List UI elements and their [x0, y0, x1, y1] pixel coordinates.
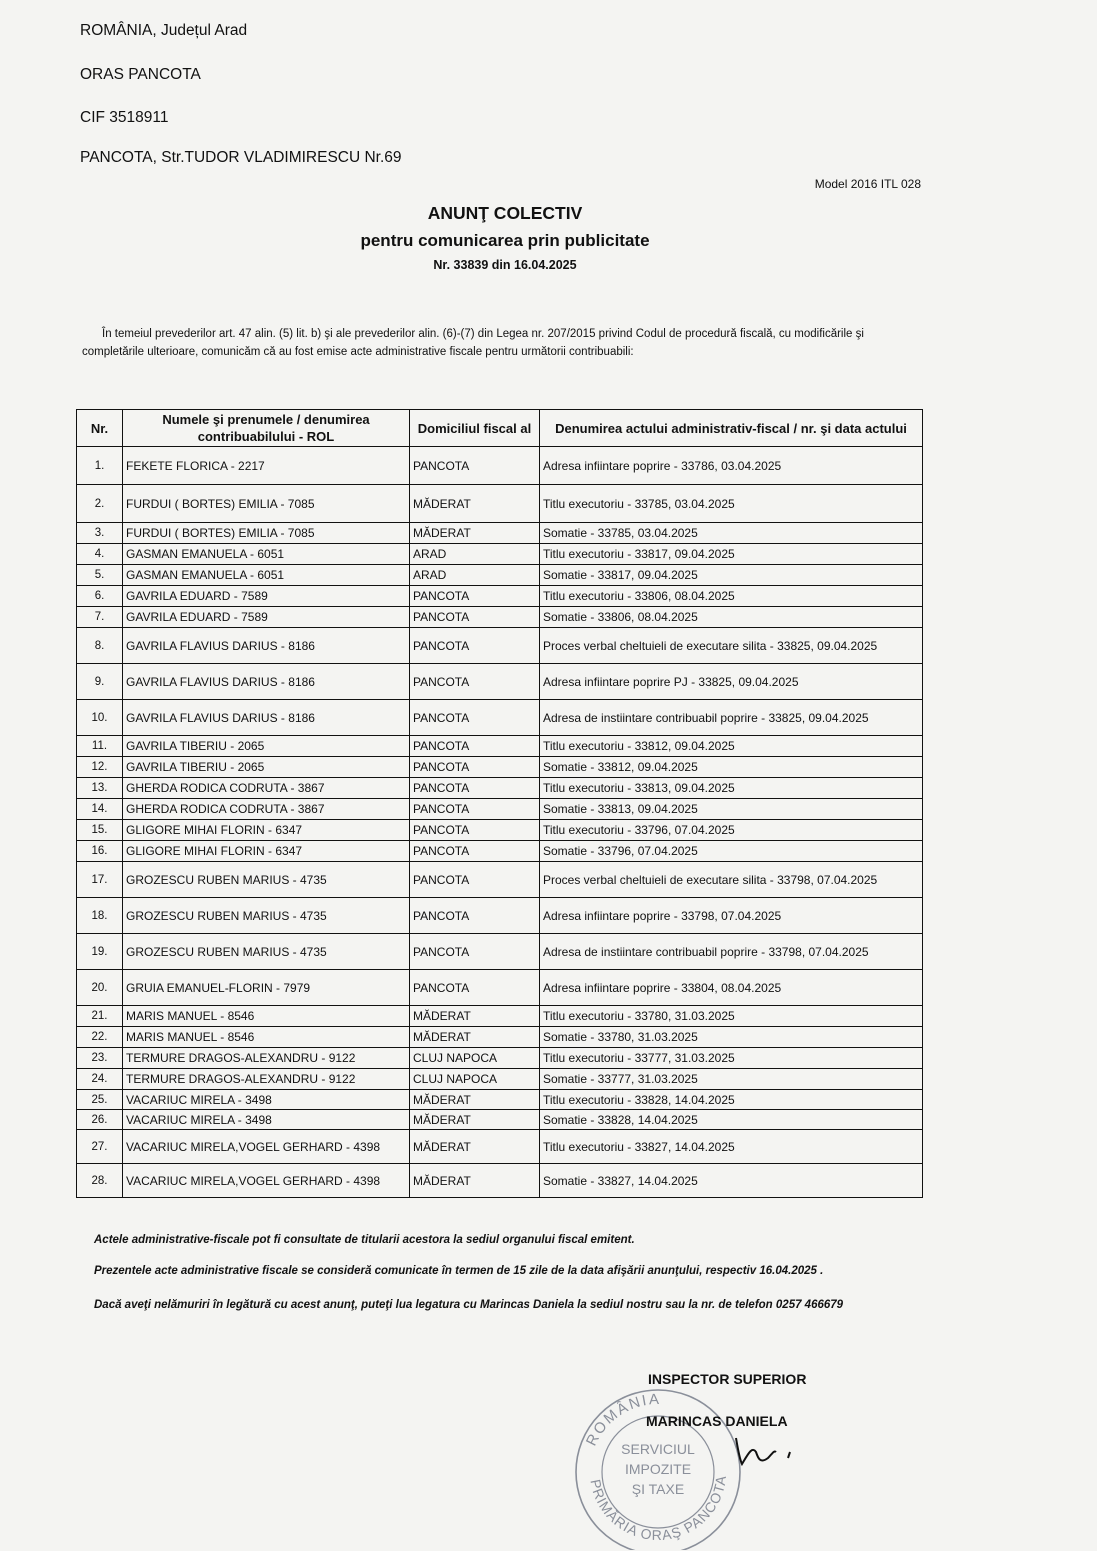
cell-domicile: MĂDERAT — [410, 485, 540, 523]
cell-act: Adresa infiintare poprire - 33798, 07.04.2025 — [540, 898, 923, 934]
table-row — [77, 1006, 923, 1027]
cell-domicile: PANCOTA — [410, 898, 540, 934]
issuer-country: ROMÂNIA, Județul Arad — [80, 22, 248, 39]
stamp-inner-3: ŞI TAXE — [631, 1481, 685, 1497]
table-row — [77, 523, 923, 544]
cell-name: GLIGORE MIHAI FLORIN - 6347 — [123, 841, 410, 862]
intro-paragraph: În temeiul prevederilor art. 47 alin. (5) lit. b) şi ale prevederilor alin. (6)-(7) din Legea nr. 207/2015 privind Codul de procedură fiscală, cu modificările şi completările ulterioare, comunicăm că au fost emise acte administrative fiscale pentru următorii contribuabili: — [82, 328, 864, 358]
cell-domicile: PANCOTA — [410, 820, 540, 841]
cell-name: GAVRILA EDUARD - 7589 — [123, 586, 410, 607]
cell-domicile: MĂDERAT — [410, 1006, 540, 1027]
cell-act: Adresa infiintare poprire - 33804, 08.04.2025 — [540, 970, 923, 1006]
cell-name: MARIS MANUEL - 8546 — [123, 1027, 410, 1048]
cell-nr: 20. — [77, 970, 123, 1006]
cell-domicile: PANCOTA — [410, 607, 540, 628]
cell-domicile: PANCOTA — [410, 862, 540, 898]
stamp-text-bottom: PRIMĂRIA ORAŞ PANCOTA — [587, 1473, 730, 1544]
cell-domicile: CLUJ NAPOCA — [410, 1069, 540, 1090]
table-row — [77, 700, 923, 736]
table-row — [77, 778, 923, 799]
cell-domicile: MĂDERAT — [410, 1110, 540, 1130]
cell-act: Titlu executoriu - 33785, 03.04.2025 — [540, 485, 923, 523]
cell-nr: 3. — [77, 523, 123, 544]
cell-domicile: MĂDERAT — [410, 1027, 540, 1048]
cell-nr: 21. — [77, 1006, 123, 1027]
taxpayers-table — [76, 409, 923, 1198]
cell-nr: 18. — [77, 898, 123, 934]
cell-name: GASMAN EMANUELA - 6051 — [123, 565, 410, 586]
table-row — [77, 1027, 923, 1048]
cell-domicile: PANCOTA — [410, 757, 540, 778]
cell-act: Proces verbal cheltuieli de executare silita - 33825, 09.04.2025 — [540, 628, 923, 664]
cell-domicile: MĂDERAT — [410, 1130, 540, 1164]
cell-act: Titlu executoriu - 33812, 09.04.2025 — [540, 736, 923, 757]
cell-name: GROZESCU RUBEN MARIUS - 4735 — [123, 934, 410, 970]
cell-domicile: PANCOTA — [410, 970, 540, 1006]
cell-nr: 6. — [77, 586, 123, 607]
table-row — [77, 862, 923, 898]
cell-domicile: MĂDERAT — [410, 1090, 540, 1110]
cell-act: Proces verbal cheltuieli de executare silita - 33798, 07.04.2025 — [540, 862, 923, 898]
cell-act: Titlu executoriu - 33813, 09.04.2025 — [540, 778, 923, 799]
header-act: Denumirea actului administrativ-fiscal / nr. şi data actului — [540, 410, 923, 447]
cell-act: Somatie - 33780, 31.03.2025 — [540, 1027, 923, 1048]
cell-domicile: MĂDERAT — [410, 1164, 540, 1198]
cell-nr: 2. — [77, 485, 123, 523]
cell-nr: 5. — [77, 565, 123, 586]
cell-nr: 8. — [77, 628, 123, 664]
cell-domicile: PANCOTA — [410, 586, 540, 607]
signatory-role: INSPECTOR SUPERIOR — [648, 1371, 807, 1387]
cell-nr: 9. — [77, 664, 123, 700]
cell-name: GROZESCU RUBEN MARIUS - 4735 — [123, 862, 410, 898]
cell-name: GHERDA RODICA CODRUTA - 3867 — [123, 778, 410, 799]
cell-name: GROZESCU RUBEN MARIUS - 4735 — [123, 898, 410, 934]
table-row — [77, 934, 923, 970]
cell-act: Somatie - 33785, 03.04.2025 — [540, 523, 923, 544]
table-row — [77, 898, 923, 934]
table-row — [77, 607, 923, 628]
table-row — [77, 757, 923, 778]
cell-name: GAVRILA TIBERIU - 2065 — [123, 757, 410, 778]
cell-name: GAVRILA FLAVIUS DARIUS - 8186 — [123, 700, 410, 736]
cell-nr: 12. — [77, 757, 123, 778]
stamp-inner-2: IMPOZITE — [624, 1461, 692, 1477]
cell-nr: 11. — [77, 736, 123, 757]
cell-act: Somatie - 33796, 07.04.2025 — [540, 841, 923, 862]
cell-act: Titlu executoriu - 33827, 14.04.2025 — [540, 1130, 923, 1164]
document-number: Nr. 33839 din 16.04.2025 — [433, 258, 577, 272]
table-row — [77, 970, 923, 1006]
stamp-text-top: ROMÂNIA — [582, 1390, 662, 1449]
cell-domicile: PANCOTA — [410, 736, 540, 757]
cell-name: VACARIUC MIRELA - 3498 — [123, 1110, 410, 1130]
cell-domicile: PANCOTA — [410, 447, 540, 485]
table-row — [77, 586, 923, 607]
cell-act: Somatie - 33777, 31.03.2025 — [540, 1069, 923, 1090]
issuer-address: PANCOTA, Str.TUDOR VLADIMIRESCU Nr.69 — [80, 149, 402, 166]
cell-nr: 10. — [77, 700, 123, 736]
cell-domicile: MĂDERAT — [410, 523, 540, 544]
cell-name: VACARIUC MIRELA,VOGEL GERHARD - 4398 — [123, 1164, 410, 1198]
table-row — [77, 485, 923, 523]
cell-domicile: PANCOTA — [410, 934, 540, 970]
footer-note-consult: Actele administrative-fiscale pot fi consultate de titularii acestora la sediul organului fiscal emitent. — [94, 1234, 635, 1246]
cell-act: Somatie - 33813, 09.04.2025 — [540, 799, 923, 820]
cell-domicile: PANCOTA — [410, 700, 540, 736]
table-row — [77, 799, 923, 820]
cell-domicile: ARAD — [410, 544, 540, 565]
table-row — [77, 1048, 923, 1069]
cell-domicile: PANCOTA — [410, 778, 540, 799]
official-stamp — [568, 1380, 748, 1550]
cell-act: Titlu executoriu - 33796, 07.04.2025 — [540, 820, 923, 841]
table-row — [77, 736, 923, 757]
cell-nr: 25. — [77, 1090, 123, 1110]
cell-name: TERMURE DRAGOS-ALEXANDRU - 9122 — [123, 1048, 410, 1069]
cell-act: Somatie - 33806, 08.04.2025 — [540, 607, 923, 628]
cell-name: GAVRILA EDUARD - 7589 — [123, 607, 410, 628]
cell-name: MARIS MANUEL - 8546 — [123, 1006, 410, 1027]
cell-name: VACARIUC MIRELA,VOGEL GERHARD - 4398 — [123, 1130, 410, 1164]
table-body — [77, 447, 923, 1198]
cell-act: Titlu executoriu - 33780, 31.03.2025 — [540, 1006, 923, 1027]
table-row — [77, 1090, 923, 1110]
cell-name: GAVRILA FLAVIUS DARIUS - 8186 — [123, 628, 410, 664]
cell-name: TERMURE DRAGOS-ALEXANDRU - 9122 — [123, 1069, 410, 1090]
cell-nr: 19. — [77, 934, 123, 970]
cell-domicile: CLUJ NAPOCA — [410, 1048, 540, 1069]
cell-domicile: PANCOTA — [410, 628, 540, 664]
cell-domicile: PANCOTA — [410, 841, 540, 862]
cell-act: Titlu executoriu - 33817, 09.04.2025 — [540, 544, 923, 565]
cell-nr: 1. — [77, 447, 123, 485]
cell-nr: 28. — [77, 1164, 123, 1198]
cell-nr: 17. — [77, 862, 123, 898]
table-row — [77, 664, 923, 700]
cell-act: Adresa de instiintare contribuabil poprire - 33825, 09.04.2025 — [540, 700, 923, 736]
table-row — [77, 544, 923, 565]
cell-act: Adresa infiintare poprire - 33786, 03.04.2025 — [540, 447, 923, 485]
cell-act: Somatie - 33812, 09.04.2025 — [540, 757, 923, 778]
cell-nr: 15. — [77, 820, 123, 841]
cell-nr: 16. — [77, 841, 123, 862]
header-nr: Nr. — [77, 410, 123, 447]
cell-act: Somatie - 33817, 09.04.2025 — [540, 565, 923, 586]
table-row — [77, 820, 923, 841]
stamp-inner-1: SERVICIUL — [621, 1441, 695, 1457]
cell-name: FURDUI ( BORTES) EMILIA - 7085 — [123, 523, 410, 544]
cell-nr: 23. — [77, 1048, 123, 1069]
cell-name: FEKETE FLORICA - 2217 — [123, 447, 410, 485]
cell-name: VACARIUC MIRELA - 3498 — [123, 1090, 410, 1110]
cell-name: GHERDA RODICA CODRUTA - 3867 — [123, 799, 410, 820]
table-row — [77, 565, 923, 586]
table-row — [77, 628, 923, 664]
cell-act: Titlu executoriu - 33806, 08.04.2025 — [540, 586, 923, 607]
cell-nr: 26. — [77, 1110, 123, 1130]
table-row — [77, 1130, 923, 1164]
cell-nr: 13. — [77, 778, 123, 799]
cell-nr: 14. — [77, 799, 123, 820]
cell-act: Somatie - 33828, 14.04.2025 — [540, 1110, 923, 1130]
issuer-town: ORAS PANCOTA — [80, 66, 201, 83]
cell-name: GAVRILA TIBERIU - 2065 — [123, 736, 410, 757]
table-header-row — [77, 410, 923, 447]
cell-name: GRUIA EMANUEL-FLORIN - 7979 — [123, 970, 410, 1006]
document-subtitle: pentru comunicarea prin publicitate — [360, 231, 650, 250]
cell-act: Somatie - 33827, 14.04.2025 — [540, 1164, 923, 1198]
cell-name: GLIGORE MIHAI FLORIN - 6347 — [123, 820, 410, 841]
cell-nr: 4. — [77, 544, 123, 565]
header-name: Numele şi prenumele / denumirea contribuabilului - ROL — [123, 410, 410, 447]
footer-note-contact: Dacă aveţi nelămuriri în legătură cu acest anunţ, puteţi lua legatura cu Marincas Daniela la sediul nostru sau la nr. de telefon 0257 466679 — [94, 1299, 844, 1311]
table-row — [77, 1110, 923, 1130]
cell-nr: 27. — [77, 1130, 123, 1164]
cell-act: Titlu executoriu - 33777, 31.03.2025 — [540, 1048, 923, 1069]
cell-domicile: ARAD — [410, 565, 540, 586]
footer-note-communication: Prezentele acte administrative fiscale se consideră comunicate în termen de 15 zile de la data afişării anunţului, respectiv 16.04.2025 . — [94, 1265, 824, 1277]
issuer-cif: CIF 3518911 — [80, 109, 169, 126]
cell-act: Adresa infiintare poprire PJ - 33825, 09.04.2025 — [540, 664, 923, 700]
cell-act: Adresa de instiintare contribuabil poprire - 33798, 07.04.2025 — [540, 934, 923, 970]
cell-domicile: PANCOTA — [410, 799, 540, 820]
cell-nr: 7. — [77, 607, 123, 628]
form-model: Model 2016 ITL 028 — [814, 177, 921, 191]
cell-nr: 24. — [77, 1069, 123, 1090]
handwritten-signature — [728, 1428, 808, 1478]
cell-name: GAVRILA FLAVIUS DARIUS - 8186 — [123, 664, 410, 700]
cell-name: GASMAN EMANUELA - 6051 — [123, 544, 410, 565]
header-domicile: Domiciliul fiscal al — [410, 410, 540, 447]
cell-nr: 22. — [77, 1027, 123, 1048]
table-row — [77, 841, 923, 862]
table-row — [77, 1164, 923, 1198]
table-row — [77, 447, 923, 485]
table-row — [77, 1069, 923, 1090]
cell-act: Titlu executoriu - 33828, 14.04.2025 — [540, 1090, 923, 1110]
document-title: ANUNŢ COLECTIV — [427, 203, 583, 223]
cell-name: FURDUI ( BORTES) EMILIA - 7085 — [123, 485, 410, 523]
cell-domicile: PANCOTA — [410, 664, 540, 700]
signatory-name: MARINCAS DANIELA — [646, 1413, 788, 1429]
